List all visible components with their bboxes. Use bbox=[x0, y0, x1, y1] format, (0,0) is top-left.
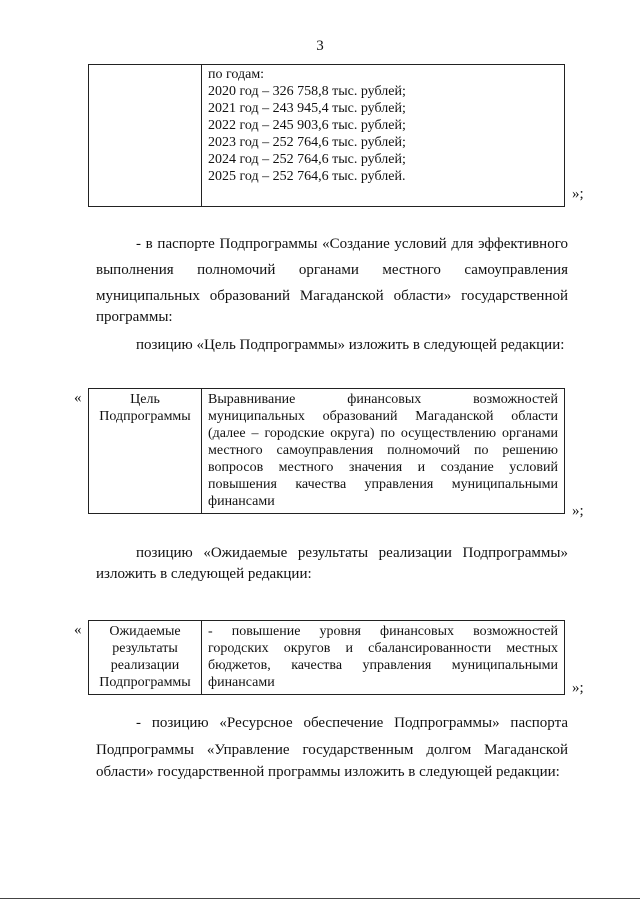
close-quote: »; bbox=[572, 680, 584, 696]
paragraph-goal: позицию «Цель Подпрограммы» изложить в следующей редакции: bbox=[136, 337, 565, 353]
expected-text-line: - повышение уровня финансовых возможностей bbox=[208, 624, 558, 639]
goal-text-line: финансами bbox=[208, 494, 275, 509]
table-goal bbox=[88, 388, 565, 514]
years-line: 2024 год – 252 764,6 тыс. рублей; bbox=[208, 152, 406, 167]
expected-label-line: реализации bbox=[110, 658, 180, 673]
table-expected bbox=[88, 620, 565, 695]
expected-label-line: результаты bbox=[112, 641, 178, 656]
table-expected-label-cell bbox=[89, 621, 202, 695]
paragraph-passport-line: выполнения полномочий органами местного самоуправления bbox=[96, 262, 568, 278]
paragraph-passport-line: программы: bbox=[96, 309, 173, 325]
expected-text-line: городских округов и сбалансированности местных bbox=[208, 641, 558, 656]
close-quote: »; bbox=[572, 186, 584, 202]
table-years-values-cell bbox=[202, 65, 565, 207]
open-quote: « bbox=[74, 622, 82, 638]
expected-label-line: Подпрограммы bbox=[99, 675, 191, 690]
paragraph-passport-line: муниципальных образований Магаданской области» государственной bbox=[96, 288, 568, 304]
table-years-empty-cell bbox=[89, 65, 202, 207]
goal-text-line: повышения качества управления муниципальными bbox=[208, 477, 558, 492]
years-line: по годам: bbox=[208, 67, 265, 82]
years-line: 2025 год – 252 764,6 тыс. рублей. bbox=[208, 169, 406, 184]
years-line: 2020 год – 326 758,8 тыс. рублей; bbox=[208, 84, 406, 99]
years-line: 2022 год – 245 903,6 тыс. рублей; bbox=[208, 118, 406, 133]
table-years bbox=[88, 64, 565, 207]
paragraph-resource-line: области» государственной программы изложить в следующей редакции: bbox=[96, 764, 560, 780]
expected-text-line: финансами bbox=[208, 675, 275, 690]
page-number: 3 bbox=[316, 38, 324, 54]
years-line: 2023 год – 252 764,6 тыс. рублей; bbox=[208, 135, 406, 150]
paragraph-resource-line: Подпрограммы «Управление государственным долгом Магаданской bbox=[96, 742, 568, 758]
table-goal-text-cell bbox=[202, 389, 565, 514]
open-quote: « bbox=[74, 390, 82, 406]
page-bottom-rule bbox=[0, 898, 640, 899]
paragraph-expected-line: изложить в следующей редакции: bbox=[96, 566, 312, 582]
goal-text-line: Выравнивание финансовых возможностей bbox=[208, 392, 558, 407]
expected-label-line: Ожидаемые bbox=[109, 624, 181, 639]
goal-text-line: местного самоуправления полномочий по решению bbox=[208, 443, 558, 458]
goal-text-line: вопросов местного значения и создание условий bbox=[208, 460, 558, 475]
goal-label-line: Цель bbox=[130, 392, 160, 407]
goal-text-line: муниципальных образований Магаданской области bbox=[208, 409, 558, 424]
paragraph-passport-line: - в паспорте Подпрограммы «Создание условий для эффективного bbox=[136, 236, 568, 252]
close-quote: »; bbox=[572, 503, 584, 519]
table-goal-label-cell bbox=[89, 389, 202, 514]
table-expected-text-cell bbox=[202, 621, 565, 695]
paragraph-resource-line: - позицию «Ресурсное обеспечение Подпрограммы» паспорта bbox=[136, 715, 568, 731]
expected-text-line: бюджетов, качества управления муниципальными bbox=[208, 658, 558, 673]
goal-label-line: Подпрограммы bbox=[99, 409, 191, 424]
years-line: 2021 год – 243 945,4 тыс. рублей; bbox=[208, 101, 406, 116]
paragraph-expected-line: позицию «Ожидаемые результаты реализации Подпрограммы» bbox=[136, 545, 568, 561]
goal-text-line: (далее – городские округа) по осуществлению органами bbox=[208, 426, 558, 441]
